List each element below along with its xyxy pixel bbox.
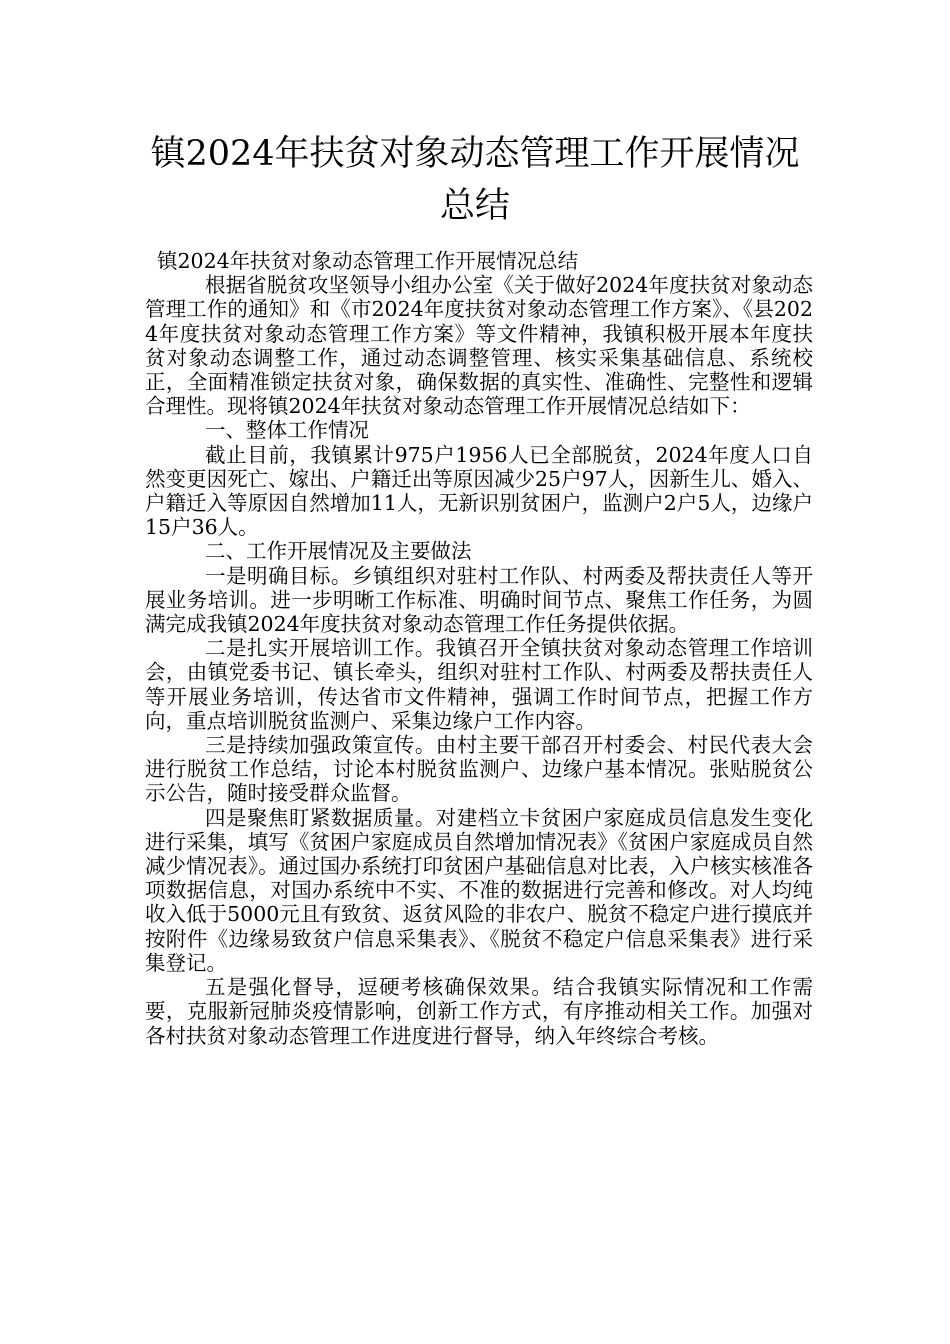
overall-situation-paragraph: 截止目前，我镇累计975户1956人已全部脱贫，2024年度人口自然变更因死亡、嫁出、户籍迁出等原因减少25户97人，因新生儿、婚入、户籍迁入等原因自然增加11人，无新识别贫困户，监测户2户5人，边缘户15户36人。: [145, 442, 813, 540]
section-heading-1: 一、整体工作情况: [205, 418, 369, 443]
document-title: [130, 128, 820, 232]
title-line-1: 镇2024年扶贫对象动态管理工作开展情况: [150, 134, 800, 174]
measure-paragraph-4: 四是聚焦盯紧数据质量。对建档立卡贫困户家庭成员信息发生变化进行采集，填写《贫困户家庭成员自然增加情况表》《贫困户家庭成员自然减少情况表》。通过国办系统打印贫困户基础信息对比表，入户核实核准各项数据信息，对国办系统中不实、不准的数据进行完善和修改。对人均纯收入低于5000元且有致贫、返贫风险的非农户、脱贫不稳定户进行摸底并按附件《边缘易致贫户信息采集表》、《脱贫不稳定户信息采集表》进行采集登记。: [145, 805, 813, 975]
title-line-2: 总结: [439, 186, 510, 226]
measure-paragraph-5: 五是强化督导，逗硬考核确保效果。结合我镇实际情况和工作需要，克服新冠肺炎疫情影响，创新工作方式，有序推动相关工作。加强对各村扶贫对象动态管理工作进度进行督导，纳入年终综合考核。: [145, 975, 813, 1048]
measure-paragraph-1: 一是明确目标。乡镇组织对驻村工作队、村两委及帮扶责任人等开展业务培训。进一步明晰工作标准、明确时间节点、聚焦工作任务，为圆满完成我镇2024年度扶贫对象动态管理工作任务提供依据。: [145, 563, 813, 637]
measure-paragraph-3: 三是持续加强政策宣传。由村主要干部召开村委会、村民代表大会进行脱贫工作总结，讨论本村脱贫监测户、边缘户基本情况。张贴脱贫公示公告，随时接受群众监督。: [145, 733, 813, 806]
document-subtitle: 镇2024年扶贫对象动态管理工作开展情况总结: [157, 249, 579, 273]
measure-paragraph-2: 二是扎实开展培训工作。我镇召开全镇扶贫对象动态管理工作培训会，由镇党委书记、镇长牵头，组织对驻村工作队、村两委及帮扶责任人等开展业务培训，传达省市文件精神，强调工作时间节点，把握工作方向，重点培训脱贫监测户、采集边缘户工作内容。: [145, 636, 813, 733]
document-body: [145, 249, 813, 1048]
section-heading-2: 二、工作开展情况及主要做法: [205, 539, 472, 564]
intro-paragraph: 根据省脱贫攻坚领导小组办公室《关于做好2024年度扶贫对象动态管理工作的通知》和《市2024年度扶贫对象动态管理工作方案》、《县2024年度扶贫对象动态管理工作方案》等文件精神，我镇积极开展本年度扶贫对象动态调整工作，通过动态调整管理、核实采集基础信息、系统校正，全面精准锁定扶贫对象，确保数据的真实性、准确性、完整性和逻辑合理性。现将镇2024年扶贫对象动态管理工作开展情况总结如下：: [145, 273, 813, 419]
